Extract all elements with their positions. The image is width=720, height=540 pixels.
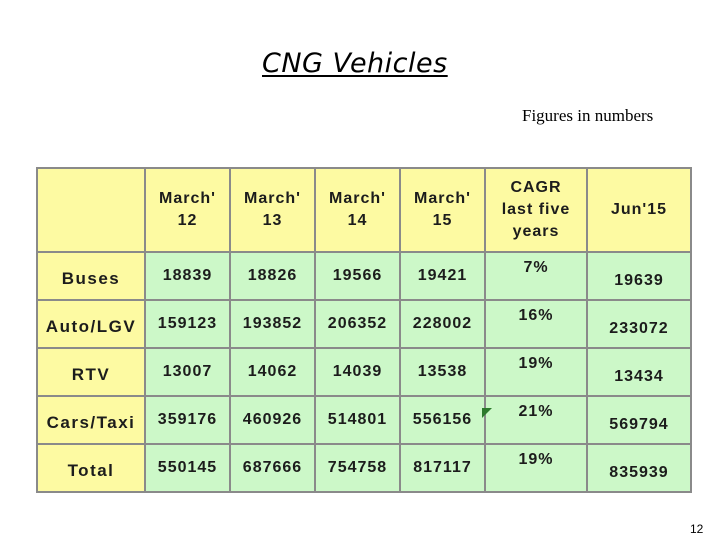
cell-cagr: 19% [485,444,587,492]
header-row [37,168,691,252]
table-row [37,444,691,492]
units-note: Figures in numbers [522,106,654,125]
cell-value: 206352 [315,300,400,348]
cell-value: 18826 [230,252,315,300]
cell-value: 19421 [400,252,485,300]
header-jun-15: Jun'15 [587,168,691,252]
table-row [37,348,691,396]
header-march-12: March' 12 [145,168,230,252]
header-march-13: March' 13 [230,168,315,252]
cell-value: 159123 [145,300,230,348]
row-label-buses: Buses [37,252,145,300]
slide-number: 12 [690,522,704,536]
header-march-14: March' 14 [315,168,400,252]
cng-vehicles-table [36,167,692,493]
cell-jun15: 19639 [587,252,691,300]
slide-title: CNG Vehicles [262,48,448,79]
table-row [37,252,691,300]
cell-value: 550145 [145,444,230,492]
cell-value: 754758 [315,444,400,492]
cell-jun15: 13434 [587,348,691,396]
cell-value: 817117 [400,444,485,492]
cell-value: 514801 [315,396,400,444]
cell-value: 14039 [315,348,400,396]
row-label-rtv: RTV [37,348,145,396]
cell-cagr: 16% [485,300,587,348]
cell-value: 460926 [230,396,315,444]
row-label-auto-lgv: Auto/LGV [37,300,145,348]
cell-value: 687666 [230,444,315,492]
cell-jun15: 835939 [587,444,691,492]
row-label-total: Total [37,444,145,492]
cell-value: 19566 [315,252,400,300]
cell-value: 14062 [230,348,315,396]
cell-value: 556156 [400,396,485,444]
header-cagr: CAGR last five years [485,168,587,252]
row-label-cars-taxi: Cars/Taxi [37,396,145,444]
cell-cagr: 21% [485,396,587,444]
cell-jun15: 569794 [587,396,691,444]
cell-value: 193852 [230,300,315,348]
cell-value: 18839 [145,252,230,300]
cell-value: 13007 [145,348,230,396]
header-corner [37,168,145,252]
cell-value: 13538 [400,348,485,396]
cell-jun15: 233072 [587,300,691,348]
cell-cagr: 7% [485,252,587,300]
cell-cagr: 19% [485,348,587,396]
table-row [37,300,691,348]
table-row [37,396,691,444]
cell-value: 228002 [400,300,485,348]
header-march-15: March' 15 [400,168,485,252]
cell-value: 359176 [145,396,230,444]
cell-corner-marker [482,408,492,418]
